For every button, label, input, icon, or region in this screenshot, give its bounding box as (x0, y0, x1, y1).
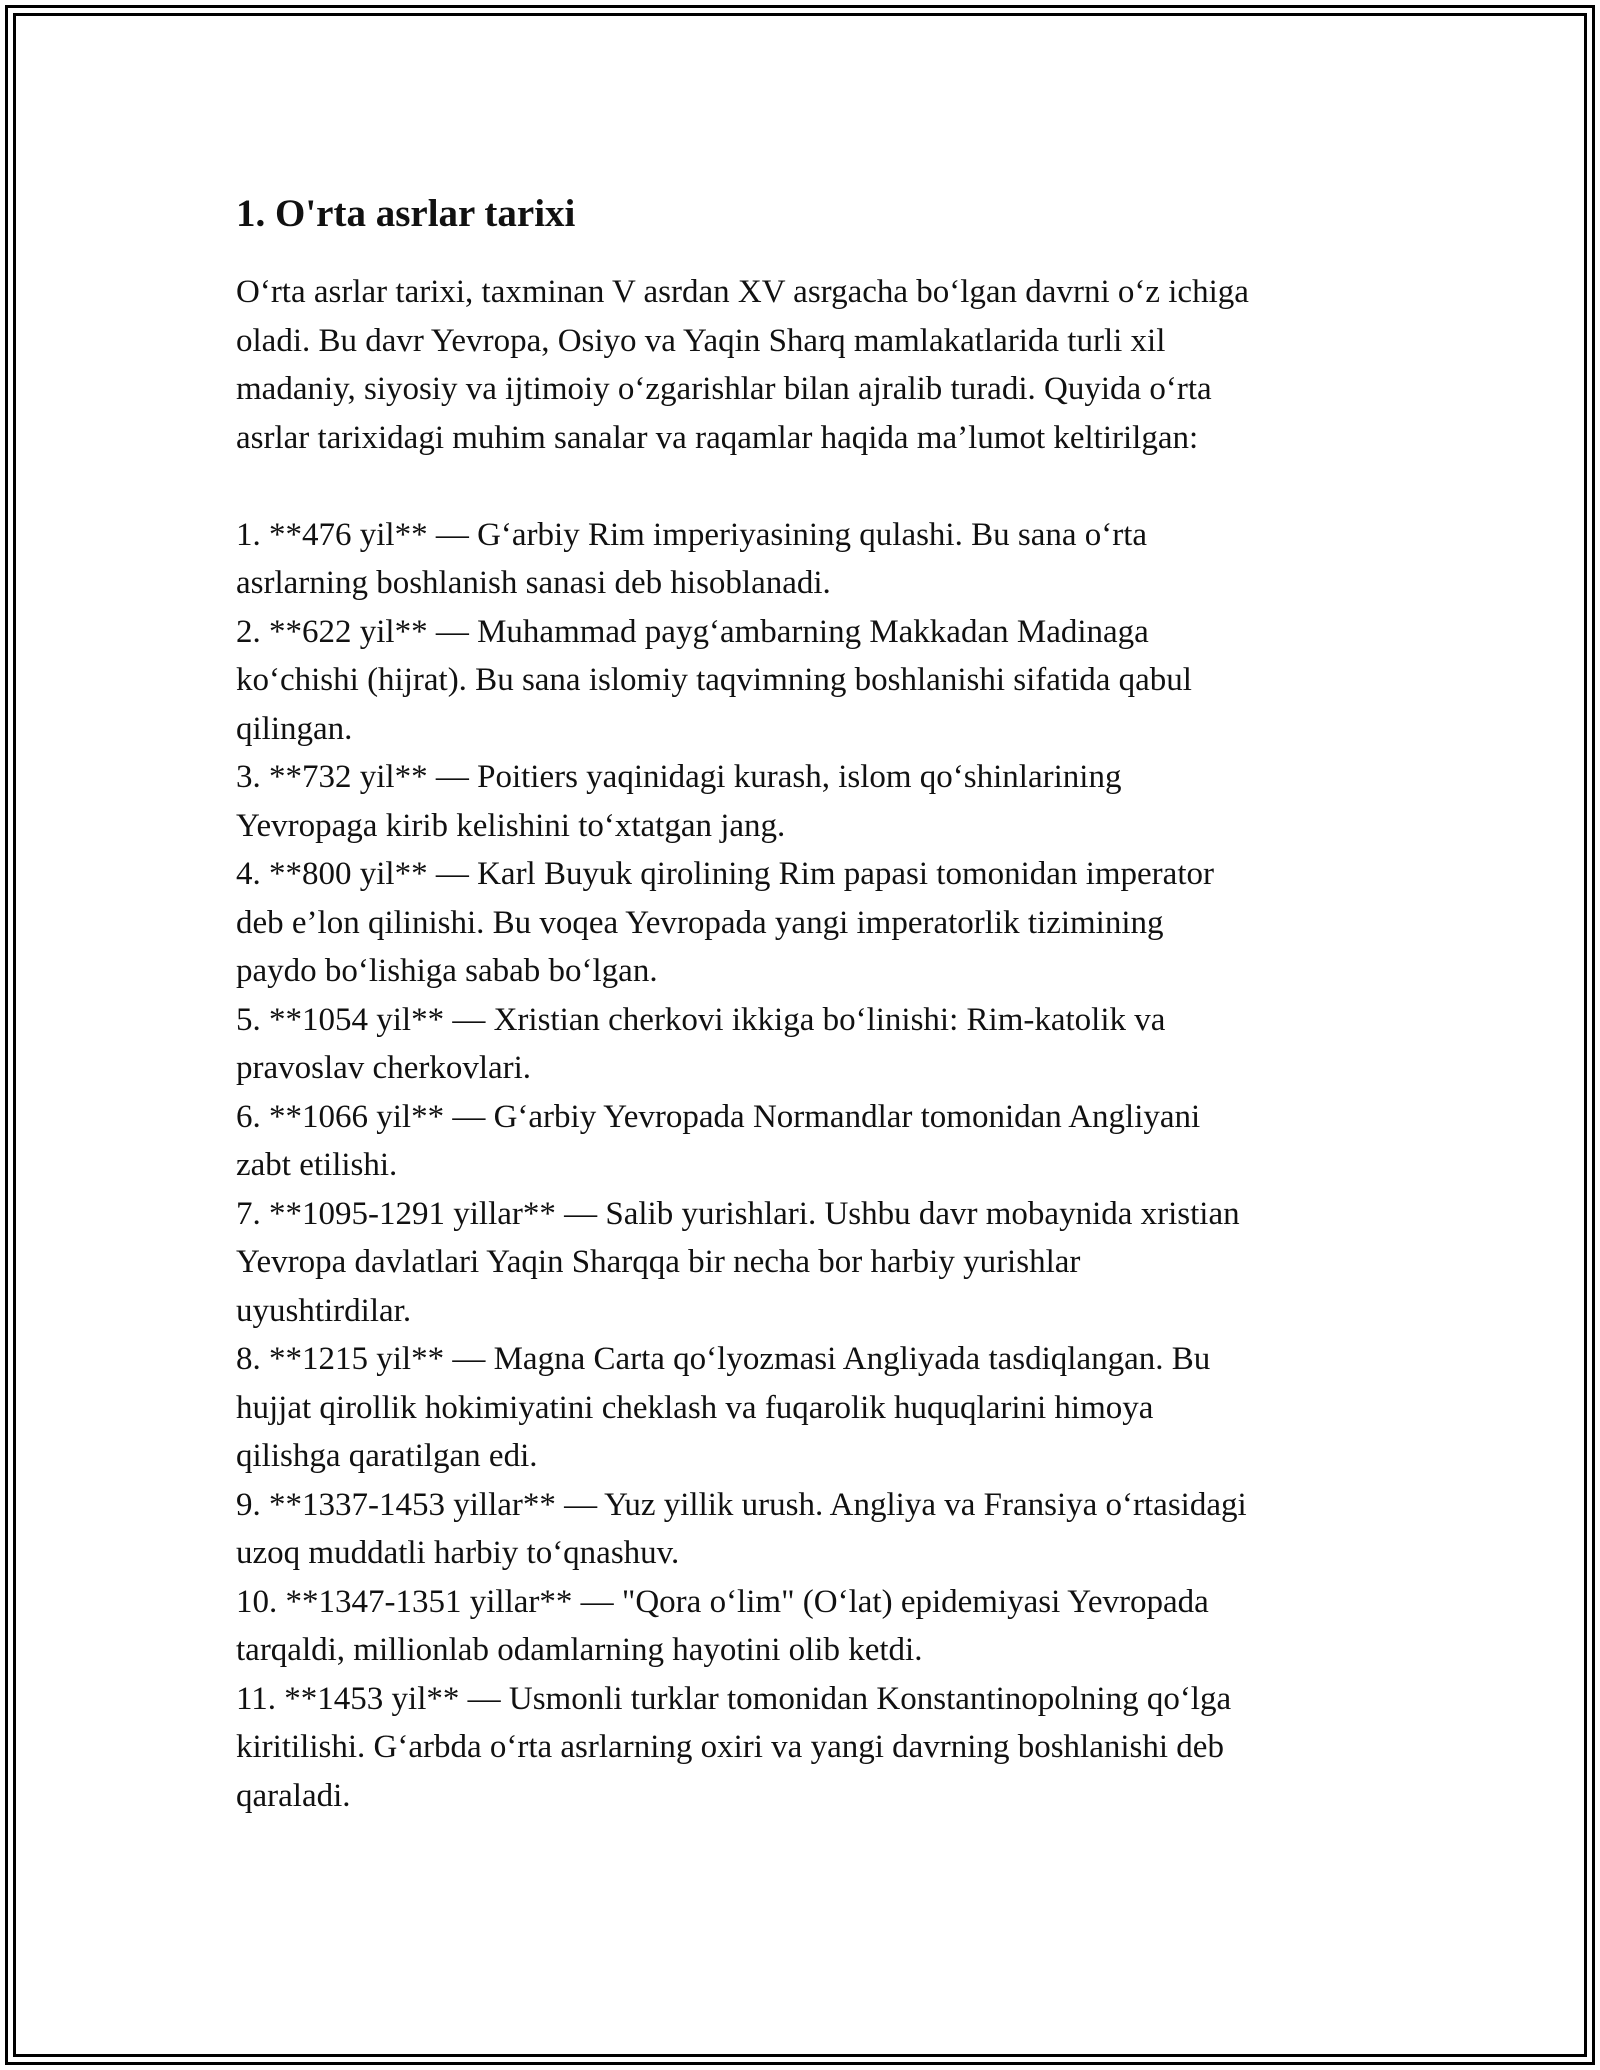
list-item: 4. **800 yil** — Karl Buyuk qirolining Rim papasi tomonidan imperator deb e’lon qilinishi. Bu voqea Yevropada yangi imperatorlik tizimining paydo bo‘lishiga sabab bo‘lgan. (236, 856, 1214, 989)
list-item: 3. **732 yil** — Poitiers yaqinidagi kurash, islom qo‘shinlarining Yevropaga kirib kelishini to‘xtatgan jang. (236, 759, 1122, 844)
list-item: 1. **476 yil** — G‘arbiy Rim imperiyasining qulashi. Bu sana o‘rta asrlarning boshlanish sanasi deb hisoblanadi. (236, 516, 1148, 601)
list-item: 9. **1337-1453 yillar** — Yuz yillik urush. Angliya va Fransiya o‘rtasidagi uzoq muddatli harbiy to‘qnashuv. (236, 1486, 1247, 1571)
list-item: 11. **1453 yil** — Usmonli turklar tomonidan Konstantinopolning qo‘lga kiritilishi. G‘arbda o‘rta asrlarning oxiri va yangi davrning boshlanishi deb qaraladi. (236, 1680, 1232, 1814)
document-title: 1. O'rta asrlar tarixi (236, 192, 576, 235)
list-item: 7. **1095-1291 yillar** — Salib yurishlari. Ushbu davr mobaynida xristian Yevropa davlatlari Yaqin Sharqqa bir necha bor harbiy yurishlar uyushtirdilar. (236, 1195, 1240, 1329)
intro-paragraph: O‘rta asrlar tarixi, taxminan V asrdan XV asrgacha bo‘lgan davrni o‘z ichiga oladi. Bu davr Yevropa, Osiyo va Yaqin Sharq mamlakatlarida turli xil madaniy, siyosiy va ijtimoiy o‘zgarishlar bilan ajralib turadi. Quyida o‘rta asrlar tarixidagi muhim sanalar va raqamlar haqida ma’lumot keltirilgan: (236, 274, 1249, 456)
list-item: 5. **1054 yil** — Xristian cherkovi ikkiga bo‘linishi: Rim-katolik va pravoslav cherkovlari. (236, 1001, 1166, 1086)
list-item: 2. **622 yil** — Muhammad payg‘ambarning Makkadan Madinaga ko‘chishi (hijrat). Bu sana islomiy taqvimning boshlanishi sifatida qabul qilingan. (236, 613, 1192, 747)
dates-list (236, 511, 1386, 1821)
list-item: 6. **1066 yil** — G‘arbiy Yevropada Normandlar tomonidan Angliyani zabt etilishi. (236, 1098, 1201, 1183)
document-body (236, 186, 1386, 1820)
paragraph-spacer (236, 462, 1386, 511)
list-item: 8. **1215 yil** — Magna Carta qo‘lyozmasi Angliyada tasdiqlangan. Bu hujjat qirollik hokimiyatini cheklash va fuqarolik huquqlarini himoya qilishga qaratilgan edi. (236, 1341, 1211, 1474)
list-item: 10. **1347-1351 yillar** — "Qora o‘lim" (O‘lat) epidemiyasi Yevropada tarqaldi, millionlab odamlarning hayotini olib ketdi. (236, 1583, 1209, 1668)
